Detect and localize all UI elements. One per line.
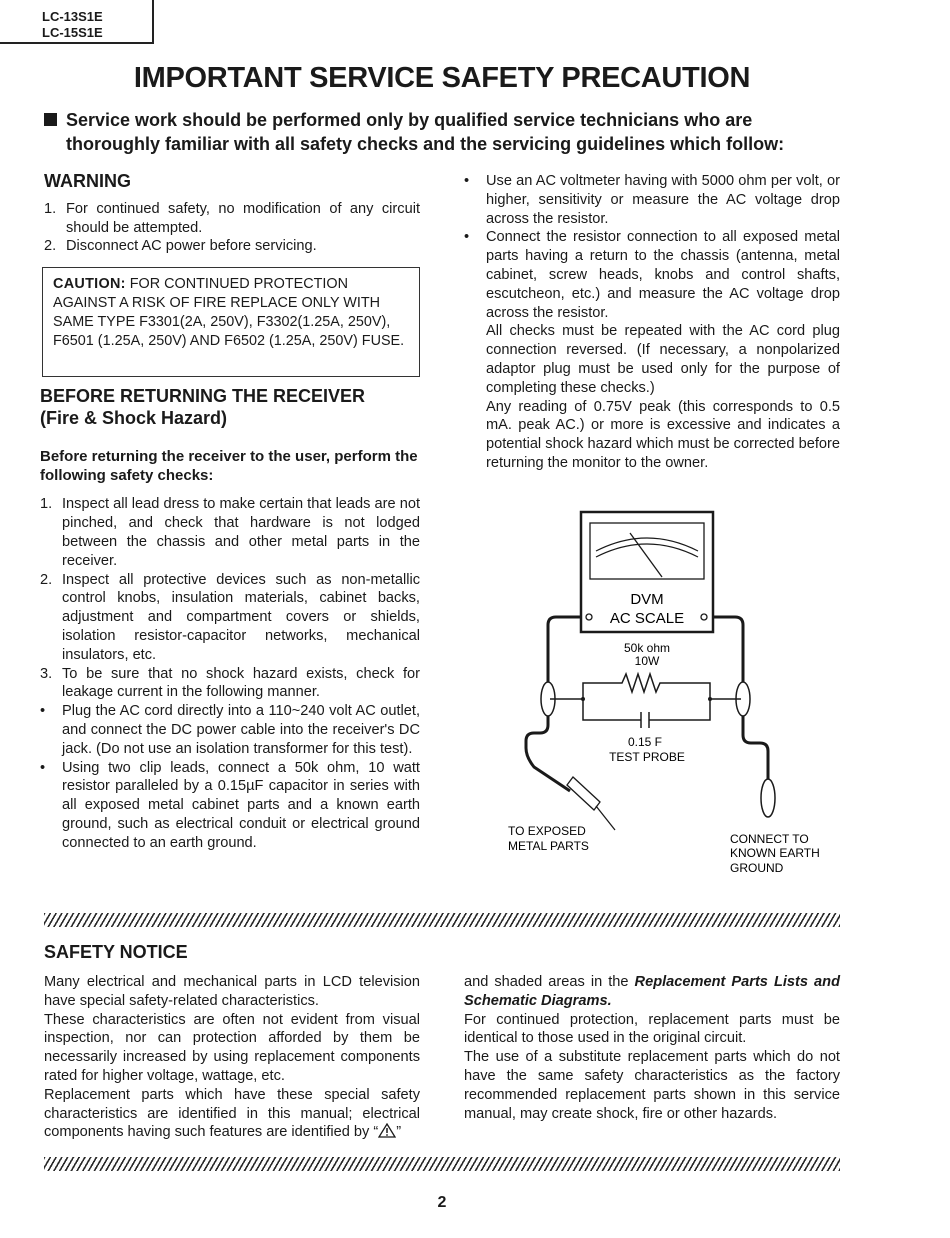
meter-terminal [586, 614, 592, 620]
resistor-label: 10W [634, 654, 660, 668]
test-probe-tip [596, 806, 615, 830]
paragraph: The use of a substitute replacement parts which do not have the same safety characteristics as the factory recommended replacement parts shown in this service manual, may create shock, fire or other hazards. [464, 1049, 840, 1122]
exposed-parts-label: METAL PARTS [508, 839, 589, 853]
earth-ground-label: CONNECT TO [730, 832, 809, 846]
lead-wire-right [713, 617, 743, 683]
list-item: 1. For continued safety, no modification of any circuit should be attempted. [44, 200, 420, 236]
leakage-test-diagram [490, 505, 850, 880]
model-number-box [0, 0, 154, 44]
page-title: IMPORTANT SERVICE SAFETY PRECAUTION [133, 62, 751, 94]
caution-label: CAUTION: [53, 276, 126, 293]
caution-text: FOR CONTINUED PROTECTION AGAINST A RISK OF FIRE REPLACE ONLY WITH SAME TYPE F3301(2A, 250V), F3302(1.25A, 250V), F6501 (1.25A, 250V) AND F6502 (1.25A, 250V) FUSE. [53, 276, 405, 349]
capacitor-wire [583, 699, 710, 720]
warning-list [44, 200, 420, 256]
probe-label: TEST PROBE [609, 750, 685, 764]
paragraph: Many electrical and mechanical parts in LCD television have special safety-related characteristics. [44, 974, 420, 1009]
measurement-list [464, 172, 840, 322]
intro-text: Service work should be performed only by qualified service technicians who are thoroughly familiar with all safety checks and the servicing guidelines which follow: [66, 110, 785, 154]
meter-label: DVM [630, 591, 664, 608]
model-number: LC-15S1E [42, 25, 103, 40]
ground-clip [761, 779, 775, 817]
intro-statement [44, 108, 844, 156]
paragraph: All checks must be repeated with the AC cord plug connection reversed. (If necessary, a nonpolarized adaptor plug must be used only for the purpose of completing these checks.) [486, 323, 840, 396]
square-bullet-icon [44, 113, 57, 126]
resistor-label: 50k ohm [623, 641, 671, 655]
hatched-divider [44, 913, 840, 927]
warning-heading: WARNING [44, 171, 131, 191]
caution-box [42, 267, 420, 377]
hatched-divider [44, 1157, 840, 1171]
warning-triangle-icon [378, 1123, 396, 1138]
meter-terminal [701, 614, 707, 620]
paragraph: These characteristics are often not evident from visual inspection, nor can protection afforded by them be necessarily increased by using replacement components rated for higher voltage, wattage, etc. [44, 1011, 420, 1084]
model-number: LC-13S1E [42, 9, 103, 24]
meter-dial [590, 523, 704, 579]
resistor-symbol [550, 674, 741, 699]
list-item: • Plug the AC cord directly into a 110~240 volt AC outlet, and connect the DC power cable into the receiver's DC jack. (Do not use an isolation transformer for this test). [40, 703, 420, 757]
meter-label: AC SCALE [609, 610, 685, 627]
lead-wire-probe [526, 715, 570, 791]
paragraph: Replacement parts which have these special safety characteristics are identified in this manual; electrical components having such features are identified by “ ” [44, 1086, 420, 1141]
paragraph: For continued protection, replacement parts must be identical to those used in the original circuit. [464, 1011, 840, 1047]
paragraph: Any reading of 0.75V peak (this corresponds to 0.5 mA. peak AC.) or more is excessive and indicates a potential shock hazard which must be corrected before returning the monitor to the owner. [486, 398, 840, 471]
section-subheading: Before returning the receiver to the user, perform the following safety checks: [40, 448, 418, 485]
safety-notice-heading: SAFETY NOTICE [44, 942, 188, 962]
safety-notice-right [464, 973, 840, 1123]
list-item: 2. Inspect all protective devices such as non-metallic control knobs, insulation materials, cabinet backs, adjustment and compartment covers or shields, isolation resistor-capacitor networks, mechanical insulators, etc. [40, 571, 420, 663]
right-column [464, 172, 840, 473]
junction-dot [708, 697, 712, 701]
lead-wire-left [548, 617, 581, 683]
list-item: 3. To be sure that no shock hazard exists, check for leakage current in the following manner. [40, 665, 420, 701]
left-column [40, 172, 420, 853]
meter-needle [630, 533, 662, 577]
emphasis-text: Replacement Parts Lists and Schematic Diagrams. [464, 974, 840, 1009]
earth-ground-label: KNOWN EARTH [730, 846, 820, 860]
safety-notice-left [44, 973, 420, 1142]
list-item: • Connect the resistor connection to all exposed metal parts having a return to the chassis (antenna, metal cabinet, screw heads, knobs and control shafts, escutcheon, etc.) and measure the AC voltage drop across the resistor. [464, 229, 840, 321]
lead-wire-ground [743, 715, 768, 781]
page-number: 2 [437, 1194, 447, 1211]
list-item: 1. Inspect all lead dress to make certain that leads are not pinched, and check that hardware is not lodged between the chassis and other metal parts in the receiver. [40, 496, 420, 569]
earth-ground-label: GROUND [730, 861, 784, 875]
section-heading: BEFORE RETURNING THE RECEIVER (Fire & Shock Hazard) [40, 386, 366, 429]
safety-check-list [40, 495, 420, 852]
meter-scale-arc [596, 544, 698, 557]
exposed-parts-label: TO EXPOSED [508, 824, 586, 838]
capacitor-label: 0.15 F [627, 735, 663, 749]
test-probe-icon [567, 777, 600, 810]
junction-dot [581, 697, 585, 701]
paragraph: and shaded areas in the Replacement Parts Lists and Schematic Diagrams. [464, 974, 840, 1009]
list-item: 2. Disconnect AC power before servicing. [44, 238, 317, 255]
list-item: • Use an AC voltmeter having with 5000 ohm per volt, or higher, sensitivity or measure the AC voltage drop across the resistor. [464, 173, 840, 227]
list-item: • Using two clip leads, connect a 50k ohm, 10 watt resistor paralleled by a 0.15µF capacitor in series with all exposed metal cabinet parts and a known earth ground, such as electrical conduit or electrical ground connected to an earth ground. [40, 759, 420, 851]
